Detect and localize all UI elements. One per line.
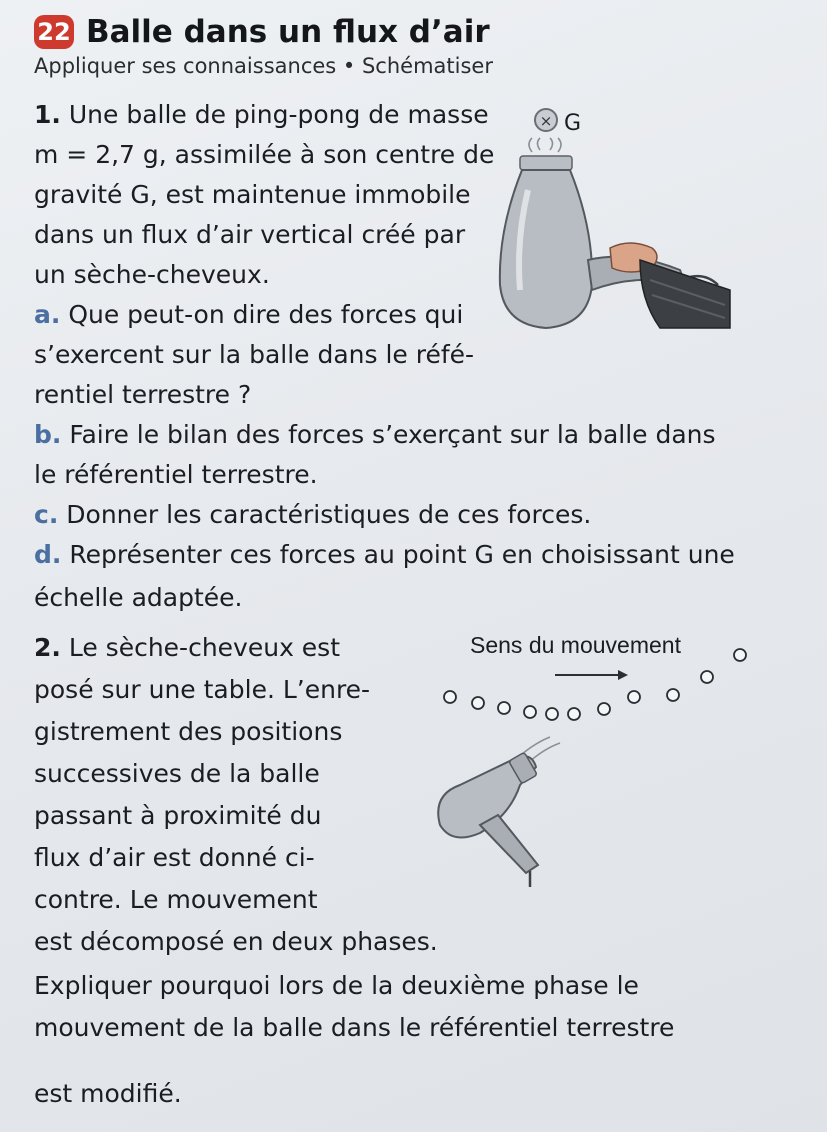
exercise-number-badge: 22: [34, 15, 74, 49]
q2-number: 2.: [34, 633, 61, 662]
q2-line-9: Expliquer pourquoi lors de la deuxième phase le: [34, 971, 639, 1000]
q2-line-10: mouvement de la balle dans le référentiel terrestre: [34, 1013, 675, 1042]
q1a-text: Que peut-on dire des forces qui: [68, 300, 464, 329]
ball-position: [498, 702, 510, 714]
q1b-line-1: [34, 415, 716, 455]
q2-line-3: gistrement des positions: [34, 717, 343, 746]
airflow-lines: [529, 138, 561, 152]
ball-position: [667, 689, 679, 701]
q1b-text: Faire le bilan des forces s’exerçant sur la balle dans: [69, 420, 716, 449]
q1-line-1: [34, 95, 489, 135]
q2-intro-text: Le sèche-cheveux est: [68, 633, 341, 662]
q1-line-4: dans un flux d’air vertical créé par: [34, 220, 466, 249]
figure-hairdryer-vertical: [480, 100, 760, 340]
ball-position: [734, 649, 746, 661]
ball-positions: [444, 649, 746, 720]
q1d-line-1: [34, 535, 735, 575]
figure-trajectory: [410, 625, 810, 895]
q1a-line-2: s’exercent sur la balle dans le réfé-: [34, 340, 475, 369]
exercise-header: [34, 14, 490, 50]
q1a-line-1: [34, 295, 463, 335]
q1-number: 1.: [34, 100, 61, 129]
ball-position: [524, 706, 536, 718]
q2-line-4: successives de la balle: [34, 759, 320, 788]
sleeve: [640, 260, 730, 328]
q1a-letter: a.: [34, 300, 61, 329]
ball-position: [444, 691, 456, 703]
point-g-label: G: [564, 111, 582, 136]
exercise-title: Balle dans un flux d’air: [86, 14, 490, 50]
q1b-line-2: le référentiel terrestre.: [34, 460, 318, 489]
ball-position: [568, 708, 580, 720]
q2-line-11: est modifié.: [34, 1079, 182, 1108]
ball-position: [546, 708, 558, 720]
q1d-letter: d.: [34, 540, 62, 569]
q1c-line-1: [34, 495, 591, 535]
exercise-subtitle: Appliquer ses connaissances • Schématiser: [34, 54, 493, 78]
q2-line-7: contre. Le mouvement: [34, 885, 318, 914]
arrow-head-icon: [618, 670, 628, 680]
ball-cross-icon: ×: [539, 112, 553, 130]
ball-position: [472, 697, 484, 709]
q2-line-8: est décomposé en deux phases.: [34, 927, 438, 956]
q1b-letter: b.: [34, 420, 62, 449]
q2-line-6: flux d’air est donné ci-: [34, 843, 315, 872]
q1-line-3: gravité G, est maintenue immobile: [34, 180, 471, 209]
q1d-line-2: échelle adaptée.: [34, 583, 243, 612]
direction-label: Sens du mouvement: [470, 632, 681, 658]
q2-line-1: [34, 628, 340, 668]
dryer-handle: [480, 815, 538, 873]
ball-position: [628, 691, 640, 703]
dryer-body: [500, 170, 592, 328]
ball-position: [701, 671, 713, 683]
dryer-nozzle: [520, 156, 572, 170]
q1c-text: Donner les caractéristiques de ces forces.: [66, 500, 592, 529]
dryer-horizontal: [438, 752, 538, 887]
q1d-text: Représenter ces forces au point G en choisissant une: [69, 540, 735, 569]
q1a-line-3: rentiel terrestre ?: [34, 380, 252, 409]
q1-line-5: un sèche-cheveux.: [34, 260, 270, 289]
ball-position: [598, 703, 610, 715]
q2-line-2: posé sur une table. L’enre-: [34, 675, 371, 704]
q1c-letter: c.: [34, 500, 59, 529]
q1-intro-text: Une balle de ping-pong de masse: [68, 100, 489, 129]
q2-line-5: passant à proximité du: [34, 801, 322, 830]
q1-line-2: m = 2,7 g, assimilée à son centre de: [34, 140, 495, 169]
